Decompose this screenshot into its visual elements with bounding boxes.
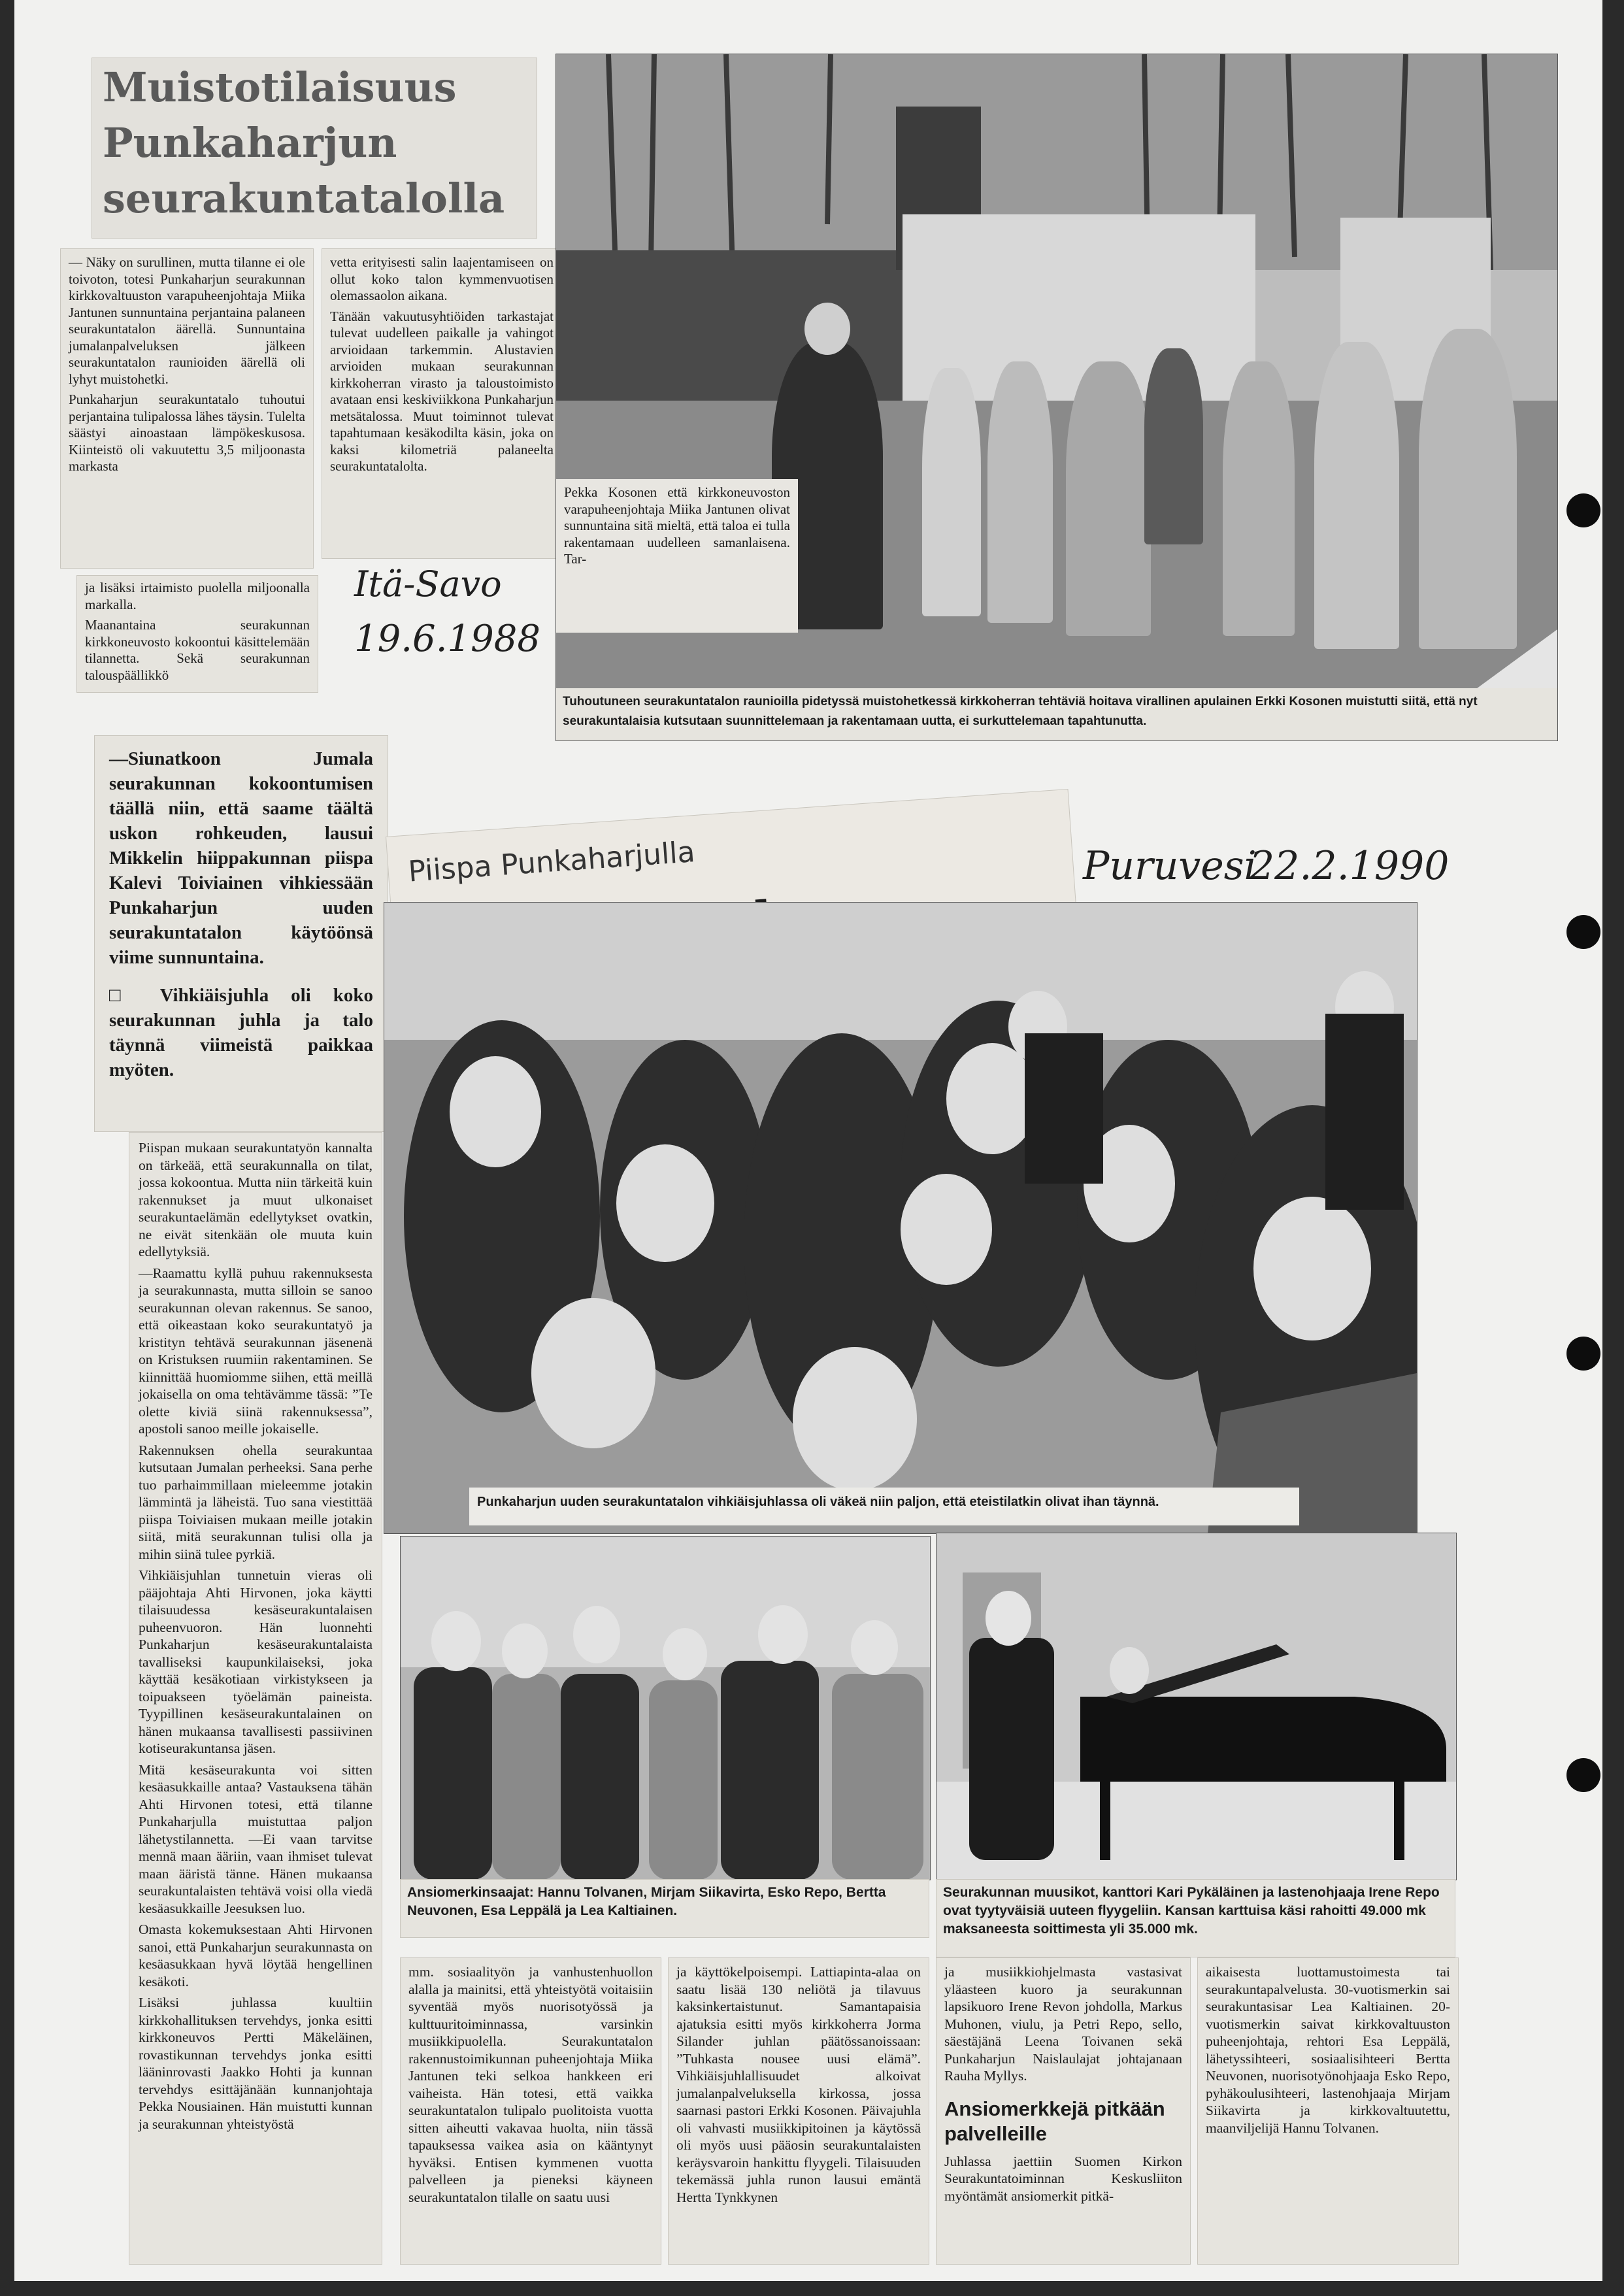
lead2-paragraph: □ Vihkiäisjuhla oli koko seurakunnan juhla ja talo täynnä viimeistä paikkaa myöten. [109, 985, 373, 1080]
paragraph: Piispan mukaan seurakuntatyön kannalta on tärkeää, että seurakunnalla on tilat, jossa kokoontua. Mutta niin tärkeitä kuin rakennukset ja muut ulkonaiset seurakuntaelämän edellytykset ovatkin, ne eivät sitenkään ole muuta kuin edellytyksiä. [139, 1140, 373, 1259]
photo-inset-text: Pekka Kosonen että kirkkoneuvoston varapuheenjohtaja Miika Jantunen olivat sunnuntaina sitä mieltä, että taloa ei tulla rakentamaan uudelleen samanlaisena. Tar- [556, 479, 798, 633]
handwritten-source: Puruvesi [1083, 843, 1257, 889]
award-recipients-photo [400, 1536, 931, 1880]
audience-photo [384, 902, 1417, 1534]
punch-hole [1566, 493, 1600, 527]
clipping-2-body-col4 [936, 1957, 1191, 2265]
paragraph: Mitä kesäseurakunta voi sitten kesäasukkaille antaa? Vastauksena tähän Ahti Hirvonen totesi, että tilanne Punkaharjulla muistuttaa paljon lähetystilannetta. —Ei vaan tarvitse mennä maan ääriin, vaan ihmiset tulevat maan ääristä tänne. Hänen mukaansa seurakuntalaisten tehtävä voisi olla viedä kesäasukkaille Jeesuksen luo. [139, 1761, 373, 1916]
clipping-2-body-col1 [129, 1132, 382, 2265]
handwritten-source: Itä-Savo [354, 563, 502, 605]
paragraph: Omasta kokemuksestaan Ahti Hirvonen sanoi, että Punkaharjun seurakunnasta on kesäasukkaan hyvä löytää hengellinen kesäkoti. [139, 1922, 373, 1989]
paragraph: ja musiikkiohjelmasta vastasivat yläasteen kuoro ja seurakunnan lapsikuoro Irene Revon johdolla, Markus Muhonen, viulu, ja Petri Repo, sello, säestäjänä Leena Toivanen sekä Punkaharjun Naislaulajat johtajanaan Rauha Myllys. [944, 1964, 1182, 2084]
paragraph: Juhlassa jaettiin Suomen Kirkon Seurakuntatoiminnan Keskusliiton myöntämät ansiomerkit pitkä- [944, 2153, 1182, 2204]
award-photo-drawing [401, 1537, 930, 1880]
paragraph: Vihkiäisjuhlan tunnetuin vieras oli pääjohtaja Ahti Hirvonen, joka käytti tilaisuudessa kesäseurakuntalaisen puheenvuoron. Hän luonnehti Punkaharjun kesäseurakuntalaista tavalliseksi kaupunkilaiseksi, joka käyttää kesäkotiaan virkistykseen ja toipuakseen työelämän paineista. Tyypillinen kesäseurakuntalainen on hänen mukaansa tavallisesti passiivinen kotiseurakuntansa jäsen. [139, 1567, 373, 1756]
award-photo-caption: Ansiomerkinsaajat: Hannu Tolvanen, Mirjam Siikavirta, Esko Repo, Bertta Neuvonen, Esa Leppälä ja Lea Kaltiainen. [400, 1879, 929, 1938]
clipping-1-col1-b [76, 575, 318, 693]
paragraph: Punkaharjun seurakuntatalo tuhoutui perjantaina tulipalossa lähes täysin. Tulelta säästyi ainoastaan lämpökeskusosa. Kiinteistö oli vakuutettu 3,5 miljoonasta markasta [69, 391, 305, 474]
clipping-2-body-col5 [1197, 1957, 1459, 2265]
clipping-1-col1 [60, 248, 314, 569]
ruins-photo-drawing [556, 54, 1557, 740]
paragraph: aikaisesta luottamustoimesta tai seurakuntapalvelusta. 30-vuotismerkin sai seurakuntasisar Lea Kaltiainen. 20-vuotismerkin saivat kirkkovaltuuston puheenjohtaja, rehtori Esa Leppälä, lähetyssihteeri, sosiaalisihteeri Bertta Neuvonen, nuorisotyönohjaaja Esko Repo, pyhäkoulusihteeri, lastenohjaaja Mirjam Siikavirta ja kirkkovaltuutettu, maanviljelijä Hannu Tolvanen. [1206, 1964, 1450, 2136]
album-page [14, 0, 1602, 2281]
punch-hole [1566, 915, 1600, 949]
kicker: Piispa Punkaharjulla [407, 835, 697, 889]
paragraph: mm. sosiaalityön ja vanhustenhuollon alalla ja mainitsi, että yhteistyötä voitaisiin syventää myös nuorisotyössä ja kulttuuritoiminnassa, varsinkin musiikkipuolella. Seurakuntatalon rakennustoimikunnan puheenjohtaja Miika Jantunen teki selkoa hankkeen eri vaiheista. Hän totesi, että vaikka seurakuntatalon tulipalo puolitoista vuotta sitten aiheutti vakavaa huolta, niin tässä tapauksessa vaikea asia on kääntynyt hyväksi. Entisen kymmenen vuotta palvelleen ja pieneksi käyneen seurakuntatalon tilalle on saatu uusi [408, 1964, 653, 2205]
clipping-2-body-col3 [668, 1957, 929, 2265]
paragraph: — Näky on surullinen, mutta tilanne ei ole toivoton, totesi Punkaharjun seurakunnan kirkkovaltuuston varapuheenjohtaja Miika Jantunen sunnuntaina perjantaina palaneen seurakuntatalon äärellä. Sunnuntaina jumalanpalveluksen jälkeen seurakuntatalon raunioiden äärellä oli lyhyt muistohetki. [69, 254, 305, 387]
musicians-photo [936, 1533, 1457, 1880]
paragraph: Maanantaina seurakunnan kirkkoneuvosto kokoontui käsittelemään tilannetta. Sekä seurakunnan talouspäällikkö [85, 617, 310, 683]
subhead: Ansiomerkkejä pitkään palvelleille [944, 2097, 1165, 2145]
paragraph: Tänään vakuutusyhtiöiden tarkastajat tulevat uudelleen paikalle ja vahingot arvioidaan tarkemmin. Alustavien arvioiden mukaan seurakunnan kirkkoherran virasto ja taloustoimisto avataan ensi keskiviikkona Punkaharjun metsätalossa. Muut toiminnot tulevat tapahtumaan kesäkodilta käsin, joka on kaksi kilometriä palaneelta seurakuntatalolta. [330, 308, 554, 474]
handwritten-date: 22.2.1990 [1250, 843, 1450, 889]
punch-hole [1566, 1758, 1600, 1792]
headline: Muistotilaisuus Punkaharjun seurakuntatalolla [103, 63, 505, 222]
paragraph: ja lisäksi irtaimisto puolella miljoonalla markalla. [85, 580, 310, 612]
paragraph: vetta erityisesti salin laajentamiseen on ollut koko talon kymmenvuotisen olemassaolon aikana. [330, 254, 554, 303]
clipping-1-col2 [322, 248, 562, 559]
paragraph: —Raamattu kyllä puhuu rakennuksesta ja seurakunnasta, mutta silloin se sanoo seurakunnan olevan rakennus. Se sanoo, että oikeastaan koko seurakuntatyö ja kristityn tehtävä seurakunnan jäsenenä on Kristuksen ruumiin rakentaminen. Se kiinnittää huomiomme siihen, että meillä jokaisella on oma tehtävämme tässä: ”Te olette kiviä siinä rakennuksessa”, apostoli sanoo meille jokaiselle. [139, 1265, 373, 1437]
paragraph: ja käyttökelpoisempi. Lattiapinta-alaa on saatu lisää 130 neliötä ja tilavuus kaksinkertaistunut. Samantapaisia ajatuksia esitti myös kirkkoherra Jorma Silander juhlan päätössanoissaan: ”Tuhkasta nousee uusi elämä”. Vihkiäisjuhlallisuudet alkoivat jumalanpalveluksella kirkossa, jossa saarnasi pastori Erkki Kosonen. Päivajuhla oli vahvasti musiikkipitoinen ja käytössä oli myös uusi pääosin seurakuntalaisten keräysvaroin hankittu flyygeli. Tilaisuuden tekemässä juhla runon lausui emäntä Hertta Tynkkynen [676, 1964, 921, 2205]
audience-photo-caption: Punkaharjun uuden seurakuntatalon vihkiäisjuhlassa oli väkeä niin paljon, että eteistilatkin olivat ihan täynnä. [469, 1488, 1299, 1525]
paragraph: Rakennuksen ohella seurakuntaa kutsutaan Jumalan perheeksi. Sana perhe tuo parhaimmillaan mieleemme jotakin lämmintä ja läheistä. Tuo sana viestittää piispa Toiviaisen mukaan meille jotakin siitä, mitä seurakunnan tulisi olla ja mihin siinä tulee pyrkiä. [139, 1442, 373, 1562]
clipping-2-body-col2 [400, 1957, 661, 2265]
handwritten-date: 19.6.1988 [354, 618, 541, 660]
ruins-photo [555, 54, 1558, 741]
audience-photo-drawing [384, 903, 1417, 1533]
clipping-2-lead [94, 735, 388, 1132]
lead-paragraph: —Siunatkoon Jumala seurakunnan kokoontumisen täällä niin, että saame täältä uskon rohkeuden, lausui Mikkelin hiippakunnan piispa Kalevi Toiviainen vihkiessään Punkaharjun uuden seurakuntatalon käytöönsä viime sunnuntaina. [109, 748, 373, 968]
paragraph: Lisäksi juhlassa kuultiin kirkkohallituksen tervehdys, jonka esitti kirkkoneuvos Pertti Mäkeläinen, rovastikunnan tervehdys jonka esitti lääninrovasti Jaakko Hohti ja kunnan tervehdys esittäjänään kunnanjohtaja Pekka Nousiainen. Hän muistutti kunnan ja seurakunnan yhteistyöstä [139, 1995, 373, 2132]
punch-hole [1566, 1337, 1600, 1371]
musicians-photo-drawing [936, 1533, 1456, 1880]
ruins-photo-caption: Tuhoutuneen seurakuntatalon raunioilla pidetyssä muistohetkessä kirkkoherran tehtäviä hoitava virallinen apulainen Erkki Kosonen muistutti siitä, että nyt seurakuntalaisia kutsutaan suunnittelemaan ja rakentamaan uutta, ei surkuttelemaan tapahtunutta. [556, 688, 1557, 740]
musicians-photo-caption: Seurakunnan muusikot, kanttori Kari Pykäläinen ja lastenohjaaja Irene Repo ovat tyytyväisiä uuteen flyygeliin. Kansan karttuisa käsi rahoitti 49.000 mk maksaneesta soittimesta yli 35.000 mk. [936, 1879, 1455, 1957]
clipping-1-headline [91, 58, 537, 239]
